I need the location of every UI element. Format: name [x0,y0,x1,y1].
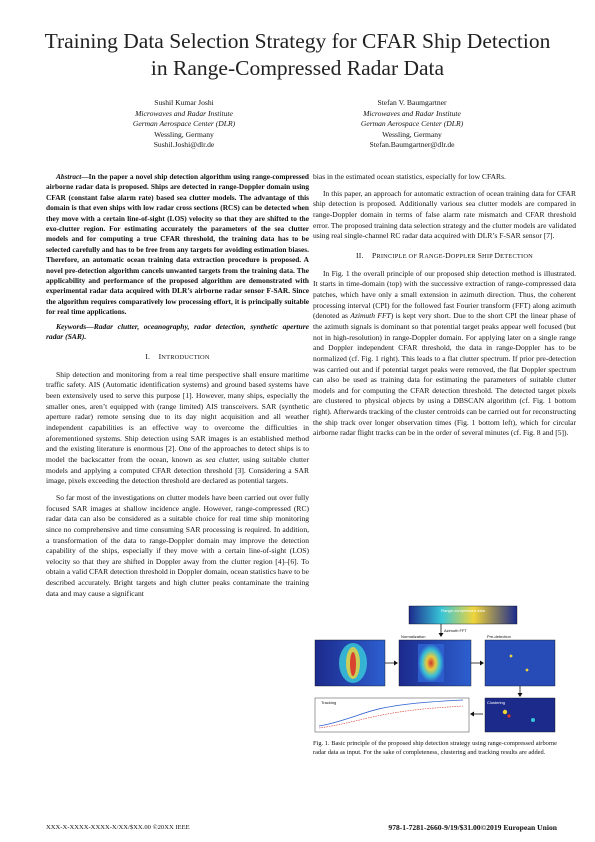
author-block-1 [84,98,284,151]
arrow-right-2 [471,661,484,666]
text-run: using suitable clutter models and applying a computed CFAR detection threshold [3]. Considering a SAR image, pixels exceeding the detection threshold are declared as potential targets. [46,454,310,486]
author-city: Wessling, Germany [382,129,442,139]
heading-part: D [494,250,501,260]
text-run: Ship detection and monitoring from a real time perspective shall ensure maritime traffic safety. AIS (Automatic identification systems) and ground based systems have been extensively used to serve this purpose [1]. However, many ships, especially the smaller ones, aren’t equipped with (range limited) AIS transceivers. SAR (synthetic aperture radar) remote sensing due to its day night acquisition and all weather independent capabilities is an effective way to overcome the difficulties in aforementioned systems. Ship detection using SAR images is an established method and the existing literature is enormous [2]. One of the approaches to detect ships is to model the backscatter from the ocean, known as [46,369,309,464]
abstract-lead: Abstract [56,172,82,181]
author-organization: German Aerospace Center (DLR) [360,119,464,128]
azimuth-fft-label: Azimuth FFT [444,628,467,633]
abstract-text: —In the paper a novel ship detection algorithm using range-compressed airborne radar data is proposed. Ships are detected in range-Doppler domain using CFAR (constant false alarm rate) based sea clutter models. The advantage of this domain is that even ships with low radar cross sections (RCS) can be detected when they move with a certain line-of-sight (LOS) velocity so that they are shifted to the exo-clutter region. For estimating accurately the parameters of the sea clutter models and for computing a true CFAR threshold, the training data has to be selected carefully and has to be free from any targets for avoiding estimation biases. Therefore, an automatic ocean training data extraction procedure is proposed. A novel pre-detection algorithm cancels unwanted targets from the training data. The applicability and performance of the proposed algorithm are demonstrated with experimental radar data acquired with DLR’s airborne radar sensor F-SAR. Since the algorithm requires comparatively low processing effort, it is principally suitable for real time applications. [46,172,309,317]
range-doppler-panel-left [315,640,385,686]
arrow-left-1 [470,712,483,717]
tracking-panel [315,698,469,732]
keywords: Keywords—Radar clutter, oceanography, radar detection, synthetic aperture radar (SAR). [46,321,309,342]
section-number: II. [355,250,364,260]
heading-part: S [477,250,482,260]
section-initial: I [158,352,162,361]
figure-1-diagram [313,604,557,734]
rc-data-panel [409,606,517,624]
author-institute: Microwaves and Radar Institute [363,108,461,118]
author-organization: German Aerospace Center (DLR) [132,119,236,128]
paper-title: Training Data Selection Strategy for CFAR Ship Detection in Range-Compressed Radar Data [44,29,551,80]
author-city: Wessling, Germany [154,129,214,139]
rc-data-label: Range-compressed data [441,608,485,613]
intro-paragraph-continued: bias in the estimated ocean statistics, especially for low CFARs. [313,172,506,181]
heading-part: ANGE- [424,252,446,260]
tracking-plot [315,698,469,732]
heading-part: RINCIPLE OF [376,252,419,260]
abstract [46,172,309,318]
heading-part: D [445,250,451,260]
text-run: ) is kept very short. Due to the short CPI the linear phase of the azimuth signals is dominant so that potential target peaks appear well focused (but not in high-resolution) in range-Doppler domain. For applying later on a single range and Doppler independent CFAR threshold, the data in range-Doppler has to be normalized (cf. Fig. 1 right). This leads to a flat clutter spectrum. If prior pre-detection was carried out and if potential target peaks were removed, the flat Doppler spectrum can also be used as training data for estimating the parameters of suitable clutter models and for computing the CFAR detection threshold. The detected target pixels are clustered to physical objects by using a DBSCAN algorithm (cf. Fig. 1 bottom right). Afterwards tracking of the cluster centroids can be carried out for reconstructing the ship track over longer observation times (Fig. 1 bottom left), which for circular airborne radar flight tracks can be in the order of several minutes (cf. Fig. 8 and [5]). [313,311,577,438]
author-institute: Microwaves and Radar Institute [135,108,233,118]
clustering-panel [485,698,555,732]
text-run: In Fig. 1 the overall principle of our proposed ship detection method is illustrated. It starts in time-domain (top) with the successive extraction of range-compressed data patches, which have only a small extension in azimuth direction. Thus, the coherent processing interval (CPI) for the followed fast Fourier transform (FFT) along azimuth (denoted as [313,268,576,321]
left-column [46,172,309,599]
right-column [313,172,576,439]
emphasis-azimuth-fft: Azimuth FFT [350,311,391,321]
author-email: Stefan.Baumgartner@dlr.de [369,140,455,149]
arrow-down-1 [439,624,444,637]
clustering-label: Clustering [487,700,506,705]
arrow-right-1 [385,661,398,666]
figure-1-caption: Fig. 1. Basic principle of the proposed ship detection strategy using range-compressed airborne radar data as input. For the sake of completeness, clustering and tracking results are added. [313,740,557,756]
heading-part: P [371,250,377,260]
author-block-2 [312,98,512,151]
heading-part: HIP [482,252,495,260]
author-name: Stefan V. Baumgartner [377,98,447,107]
author-name: Sushil Kumar Joshi [154,98,214,107]
tracking-label: Tracking [321,700,337,705]
normalization-label: Normalization [401,634,426,639]
heading-part: ETECTION [500,252,533,260]
heading-part: OPPLER [450,252,478,260]
section-heading-introduction [46,352,309,364]
arrow-down-2 [518,686,523,697]
emphasis-sea-clutter: sea clutter, [205,454,240,464]
intro-paragraph-1 [46,370,309,487]
principle-paragraph [313,269,576,440]
footer-copyright: XXX-X-XXXX-XXXX-X/XX/$XX.00 ©20XX IEEE [46,824,190,831]
section-number: I. [145,352,151,361]
footer-isbn: 978-1-7281-2660-9/19/$31.00©2019 European Union [388,823,557,832]
author-email: Sushil.Joshi@dlr.de [153,140,215,149]
intro-paragraph-3: In this paper, an approach for automatic extraction of ocean training data for CFAR ship detection is proposed. Additionally various sea clutter models are compared in range-Doppler domain in terms of false alarm rate mismatch and CFAR threshold error. The proposed training data selection strategy and the clutter models are validated using real single-channel RC radar data acquired with DLR’s F-SAR sensor [7]. [313,188,576,241]
heading-part: R [418,250,425,260]
section-rest: NTRODUCTION [161,354,210,361]
pre-detection-label: Pre-detection [487,634,511,639]
section-heading-principle [313,251,576,263]
intro-paragraph-2: So far most of the investigations on clutter models have been carried out over fully focused SAR images at shallow incidence angle. However, range-compressed (RC) radar data can also be considered as a suitable choice for real time ship monitoring since no comprehensive and time consuming SAR processing is required. In addition, a transformation of the data to range-Doppler domain may improve the detection capability of the ships, especially if they move with a certain line-of-sight (LOS) velocity so that they are shifted in Doppler away from the clutter region [4]–[6]. To obtain a valid CFAR detection threshold in Doppler domain, ocean statistics have to be described accurately. Bright targets and high clutter peaks contaminate the training data and may cause a significant [46,492,309,598]
range-doppler-panel-right [485,640,555,686]
range-doppler-panel-center [399,640,471,686]
